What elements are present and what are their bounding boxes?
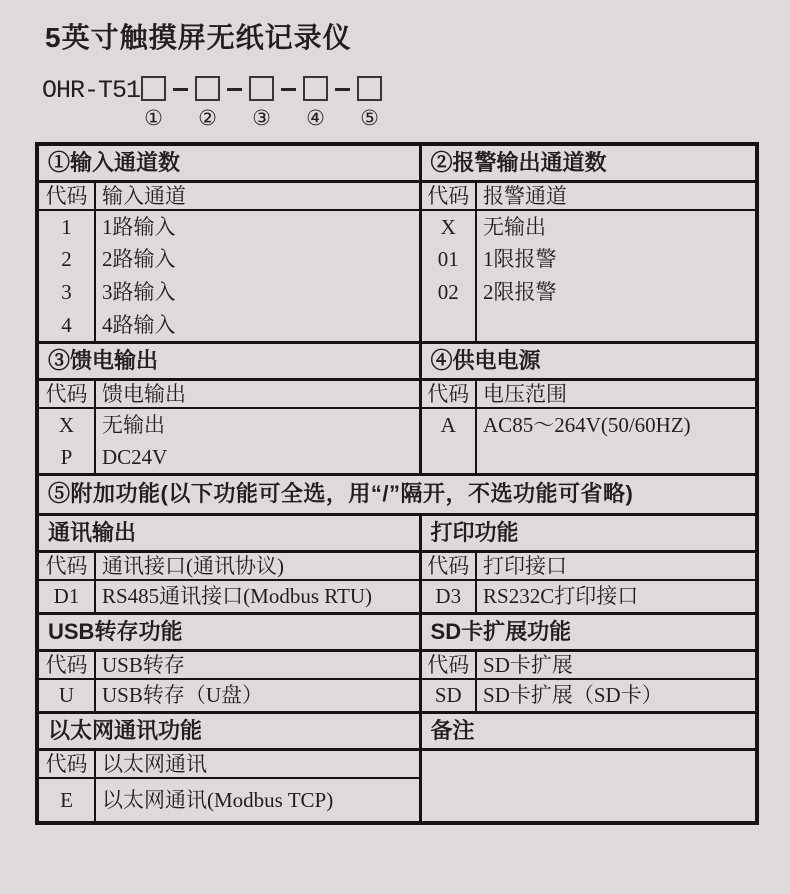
s3-code: P <box>37 441 95 474</box>
empty-cell <box>420 309 476 342</box>
s2-code: X <box>420 210 476 243</box>
s5c-col-header: USB转存 <box>95 650 420 679</box>
page-title: 5英寸触摸屏无纸记录仪 <box>45 22 352 53</box>
code-header: 代码 <box>37 749 95 778</box>
code-header: 代码 <box>420 650 476 679</box>
code-header: 代码 <box>420 551 476 580</box>
s5d-code: SD <box>420 679 476 712</box>
code-header: 代码 <box>420 181 476 210</box>
remarks-title: 备注 <box>420 712 757 749</box>
s5b-code: D3 <box>420 580 476 613</box>
s3-desc: DC24V <box>102 444 168 469</box>
empty-cell <box>476 309 757 342</box>
s1-code: 1 <box>37 210 95 243</box>
s5e-col-header: 以太网通讯 <box>95 749 420 778</box>
print-function-title: 打印功能 <box>420 514 757 551</box>
table-row <box>37 276 757 309</box>
option-box-3 <box>249 76 274 101</box>
dash-separator <box>335 88 350 91</box>
s5d-col-header: SD卡扩展 <box>476 650 757 679</box>
code-header: 代码 <box>37 650 95 679</box>
column-header-row <box>37 181 757 210</box>
option-box-5 <box>357 76 382 101</box>
dash-separator <box>173 88 188 91</box>
empty-cell <box>476 441 757 474</box>
table-row <box>37 679 757 712</box>
s4-col-header: 电压范围 <box>476 379 757 408</box>
s2-code: 01 <box>420 243 476 276</box>
code-header: 代码 <box>37 551 95 580</box>
s3-code: X <box>37 408 95 441</box>
section-3-title: ③馈电输出 <box>37 342 420 379</box>
table-row <box>37 408 757 441</box>
model-slot-3 <box>248 76 275 129</box>
s5a-desc: RS485通讯接口(Modbus RTU) <box>102 584 373 609</box>
s1-desc: 1路输入 <box>102 214 176 239</box>
s1-code: 3 <box>37 276 95 309</box>
section-header-row <box>37 613 757 650</box>
section-header-row <box>37 514 757 551</box>
s1-desc: 2路输入 <box>102 247 176 272</box>
s2-desc: 1限报警 <box>483 247 557 272</box>
table-row <box>37 210 757 243</box>
section-header-row <box>37 342 757 379</box>
position-label-3: ③ <box>252 106 271 130</box>
table-row <box>37 580 757 613</box>
ethernet-function-title: 以太网通讯功能 <box>37 712 420 749</box>
option-box-2 <box>195 76 220 101</box>
model-slot-1 <box>140 76 167 129</box>
s5e-code: E <box>37 778 95 823</box>
s1-desc: 3路输入 <box>102 280 176 305</box>
s5b-col-header: 打印接口 <box>476 551 757 580</box>
dash-separator <box>227 88 242 91</box>
s2-desc: 2限报警 <box>483 280 557 305</box>
s1-desc: 4路输入 <box>102 312 176 337</box>
s3-desc: 无输出 <box>102 412 165 437</box>
comm-output-title: 通讯输出 <box>37 514 420 551</box>
model-slot-4 <box>302 76 329 129</box>
s5d-desc: SD卡扩展（SD卡） <box>483 683 663 708</box>
column-header-row <box>37 551 757 580</box>
s3-col-header: 馈电输出 <box>95 379 420 408</box>
code-header: 代码 <box>420 379 476 408</box>
column-header-row <box>37 650 757 679</box>
empty-cell <box>420 441 476 474</box>
sd-function-title: SD卡扩展功能 <box>420 613 757 650</box>
s1-col-header: 输入通道 <box>95 181 420 210</box>
s1-code: 4 <box>37 309 95 342</box>
s5b-desc: RS232C打印接口 <box>483 584 639 609</box>
model-prefix: OHR-T51 <box>42 76 141 105</box>
table-row <box>37 441 757 474</box>
s2-col-header: 报警通道 <box>476 181 757 210</box>
s4-desc: AC85～264V(50/60HZ) <box>483 412 691 437</box>
model-slot-5 <box>356 76 383 129</box>
column-header-row <box>37 749 757 778</box>
s5a-code: D1 <box>37 580 95 613</box>
section-4-title: ④供电电源 <box>420 342 757 379</box>
position-label-1: ① <box>144 106 163 130</box>
column-header-row <box>37 379 757 408</box>
option-box-4 <box>303 76 328 101</box>
s2-code: 02 <box>420 276 476 309</box>
model-code-line <box>42 76 790 134</box>
section-header-row <box>37 712 757 749</box>
table-row <box>37 243 757 276</box>
s2-desc: 无输出 <box>483 214 547 239</box>
position-label-4: ④ <box>306 106 325 130</box>
section-2-title: ②报警输出通道数 <box>420 144 757 181</box>
s5c-desc: USB转存（U盘） <box>102 683 264 708</box>
dash-separator <box>281 88 296 91</box>
option-box-1 <box>141 76 166 101</box>
s5c-code: U <box>37 679 95 712</box>
code-header: 代码 <box>37 181 95 210</box>
s4-code: A <box>420 408 476 441</box>
usb-function-title: USB转存功能 <box>37 613 420 650</box>
selection-table <box>35 142 759 825</box>
code-header: 代码 <box>37 379 95 408</box>
remarks-body-cell <box>420 749 757 823</box>
section-5-banner: ⑤附加功能(以下功能可全选，用“/”隔开，不选功能可省略) <box>37 474 757 514</box>
position-label-5: ⑤ <box>360 106 379 130</box>
model-slot-2 <box>194 76 221 129</box>
position-label-2: ② <box>198 106 217 130</box>
section-1-title: ①输入通道数 <box>37 144 420 181</box>
s5a-col-header: 通讯接口(通讯协议) <box>95 551 420 580</box>
table-row <box>37 309 757 342</box>
section-5-banner-row <box>37 474 757 514</box>
s1-code: 2 <box>37 243 95 276</box>
s5e-desc: 以太网通讯(Modbus TCP) <box>102 787 334 812</box>
section-header-row <box>37 144 757 181</box>
